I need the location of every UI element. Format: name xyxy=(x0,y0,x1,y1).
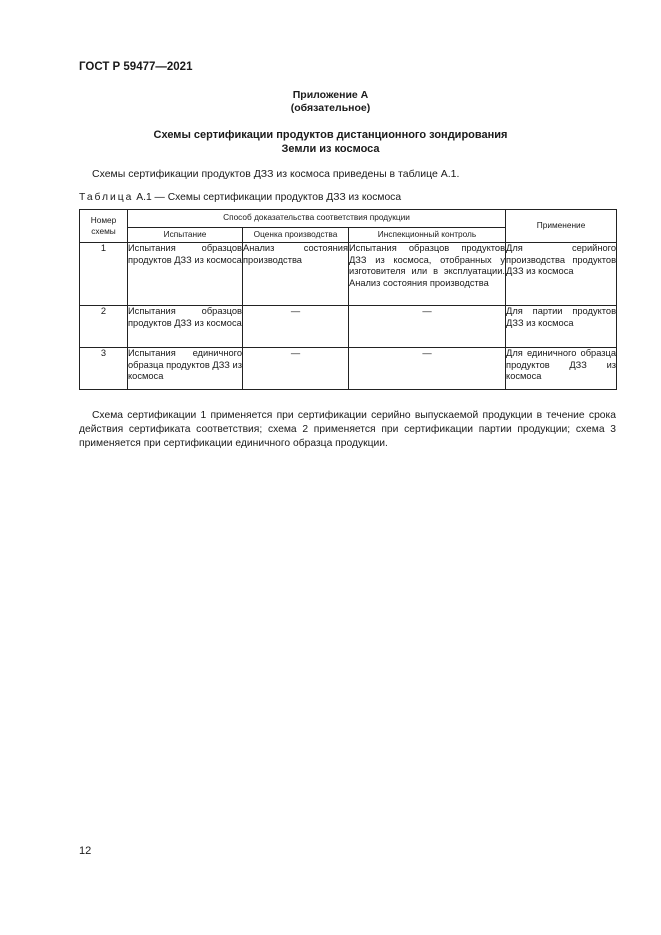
standard-designation: ГОСТ Р 59477—2021 xyxy=(79,61,193,73)
scheme-number-cell: 2 xyxy=(80,306,128,348)
header-production-assessment: Оценка производства xyxy=(243,227,349,242)
table-row xyxy=(80,306,617,348)
inspection-cell: — xyxy=(349,348,506,390)
header-scheme-number xyxy=(80,210,128,243)
inspection-cell: — xyxy=(349,306,506,348)
header-scheme-number-line-2: схемы xyxy=(91,226,116,236)
explanatory-paragraph xyxy=(79,409,616,451)
header-application: Применение xyxy=(506,210,617,243)
explanatory-text: Схема сертификации 1 применяется при сертификации серийно выпускаемой продукции в течение срока действия сертификата соответствия; схема 2 применяется при сертификации партии продукции; схема 3 применяется при сертификации единичного образца продукции. xyxy=(79,410,616,449)
table-row xyxy=(80,348,617,390)
table-caption xyxy=(79,192,401,203)
certification-schemes-table xyxy=(79,209,617,390)
section-title-line-2: Земли из космоса xyxy=(281,143,380,155)
appendix-title: Приложение А xyxy=(292,89,369,101)
application-cell: Для партии продуктов ДЗЗ из космоса xyxy=(506,306,617,348)
assessment-cell: Анализ состояния производства xyxy=(243,243,349,306)
testing-cell: Испытания образцов продуктов ДЗЗ из космоса xyxy=(128,243,243,306)
section-title-line-1: Схемы сертификации продуктов дистанционного зондирования xyxy=(153,129,508,141)
assessment-cell: — xyxy=(243,306,349,348)
table-row xyxy=(80,243,617,306)
appendix-status: (обязательное) xyxy=(290,102,371,114)
page-number: 12 xyxy=(79,845,92,857)
scheme-number-cell: 1 xyxy=(80,243,128,306)
application-cell: Для серийного производства продуктов ДЗЗ из космоса xyxy=(506,243,617,306)
testing-cell: Испытания образцов продуктов ДЗЗ из космоса xyxy=(128,306,243,348)
header-testing: Испытание xyxy=(128,227,243,242)
header-inspection-control: Инспекционный контроль xyxy=(349,227,506,242)
inspection-cell: Испытания образцов продуктов ДЗЗ из космоса, отобранных у изготовителя или в эксплуатации. Анализ состояния производства xyxy=(349,243,506,306)
testing-cell: Испытания единичного образца продуктов ДЗЗ из космоса xyxy=(128,348,243,390)
intro-paragraph: Схемы сертификации продуктов ДЗЗ из космоса приведены в таблице А.1. xyxy=(92,168,460,180)
section-title xyxy=(0,128,661,156)
header-scheme-number-line-1: Номер xyxy=(90,215,117,225)
appendix-heading xyxy=(0,89,661,115)
header-conformity-method: Способ доказательства соответствия продукции xyxy=(128,210,506,228)
table-caption-prefix: Таблица xyxy=(79,192,134,203)
table-caption-text: А.1 — Схемы сертификации продуктов ДЗЗ из космоса xyxy=(133,192,402,203)
application-cell: Для единичного образца продуктов ДЗЗ из космоса xyxy=(506,348,617,390)
assessment-cell: — xyxy=(243,348,349,390)
scheme-number-cell: 3 xyxy=(80,348,128,390)
